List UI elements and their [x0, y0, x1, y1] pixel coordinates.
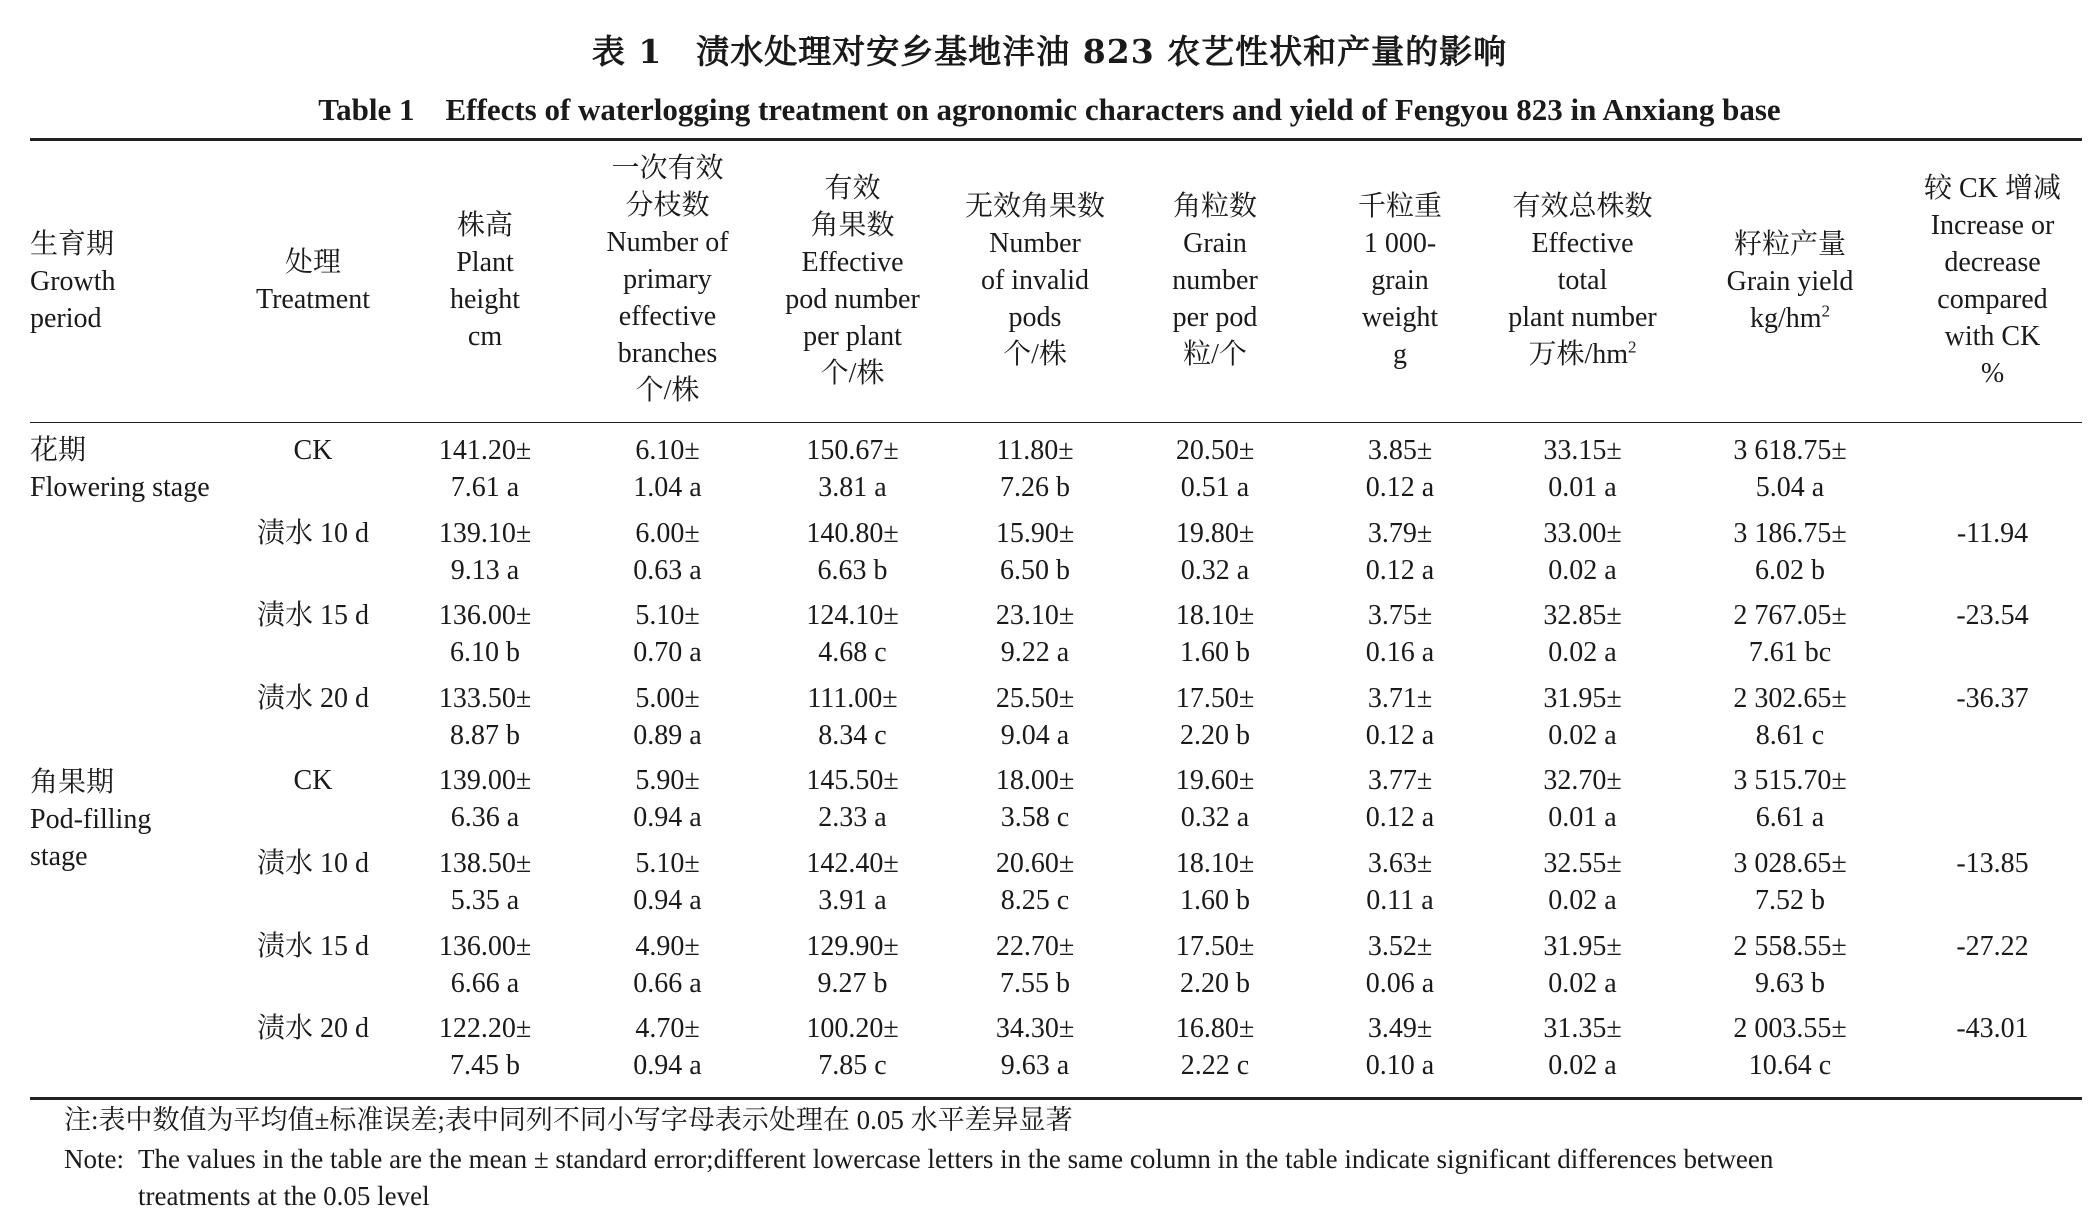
mean-value: 142.40±	[806, 848, 899, 879]
header-text: Grain	[1183, 228, 1247, 259]
value-cell-total-plants	[1480, 762, 1685, 836]
treatment-cell: 渍水 10 d	[256, 518, 369, 549]
error-value: 7.45 b	[450, 1050, 520, 1081]
header-change-vs-ck	[1895, 170, 2090, 392]
value-cell-grain-weight	[1320, 680, 1480, 754]
value-cell-total-plants	[1480, 432, 1685, 506]
value-cell-primary-branches	[580, 845, 755, 919]
value-cell-effective-pods	[765, 845, 940, 919]
header-primary-branches	[580, 150, 755, 409]
value-cell-plant-height	[420, 1010, 550, 1084]
header-unit	[1700, 300, 1880, 337]
header-text: cm	[467, 321, 503, 352]
mean-value: 3.71±	[1367, 683, 1433, 714]
header-text: branches	[617, 338, 718, 369]
mean-value: 5.10±	[635, 600, 700, 631]
error-value: 9.63 a	[1000, 1050, 1070, 1081]
value-cell-invalid-pods	[945, 845, 1125, 919]
mean-value: 31.95±	[1543, 931, 1622, 962]
value-cell-total-plants	[1480, 845, 1685, 919]
mean-value: 16.80±	[1175, 1013, 1255, 1044]
value-cell-grain-number	[1135, 680, 1295, 754]
header-grain-yield	[1700, 226, 1880, 337]
error-value: 0.01 a	[1548, 802, 1617, 833]
header-text: number	[1172, 265, 1258, 296]
stage-label-zh: 花期	[30, 435, 87, 466]
value-cell-invalid-pods	[945, 515, 1125, 589]
error-value: 6.02 b	[1755, 555, 1825, 586]
mean-value: 111.00±	[807, 683, 898, 714]
value-cell-grain-number	[1135, 845, 1295, 919]
note-en-line1: The values in the table are the mean ± standard error;different lowercase letters in the same column in the table indicate significant differences between	[138, 1144, 1774, 1174]
value-cell-plant-height	[420, 515, 550, 589]
header-text: 较 CK 增减	[1924, 173, 2061, 204]
mean-value: 5.00±	[635, 683, 700, 714]
error-value: 0.94 a	[633, 885, 702, 916]
treatment-cell: 渍水 20 d	[256, 1013, 369, 1044]
header-text: effective	[618, 301, 717, 332]
header-text: 一次有效	[611, 153, 724, 184]
mean-value: 3.75±	[1367, 600, 1433, 631]
header-unit-base: kg/hm	[1749, 303, 1822, 334]
mean-value: 100.20±	[806, 1013, 899, 1044]
header-text: pods	[1008, 302, 1062, 333]
note-en-line2: treatments at the 0.05 level	[138, 1181, 430, 1211]
stage-label-en: Pod-filling	[30, 804, 152, 835]
error-value: 7.61 a	[450, 472, 520, 503]
mean-value: 124.10±	[806, 600, 899, 631]
value-cell-plant-height	[420, 762, 550, 836]
value-cell-effective-pods	[765, 597, 940, 671]
stage-flowering	[30, 432, 210, 506]
error-value: 0.70 a	[633, 637, 702, 668]
mean-value: 5.10±	[635, 848, 700, 879]
value-cell-effective-pods	[765, 680, 940, 754]
mean-value: 15.90±	[995, 518, 1075, 549]
error-value: 9.27 b	[817, 968, 888, 999]
mean-value: 140.80±	[806, 518, 899, 549]
error-value: 8.61 c	[1755, 720, 1825, 751]
mean-value: 6.10±	[635, 435, 700, 466]
treatment-cell: CK	[293, 765, 333, 796]
mean-value: 2 767.05±	[1733, 600, 1847, 631]
error-value: 8.25 c	[1000, 885, 1070, 916]
mean-value: 122.20±	[438, 1013, 532, 1044]
error-value: 0.12 a	[1365, 555, 1435, 586]
error-value: 2.33 a	[818, 802, 887, 833]
value-cell-grain-weight	[1320, 515, 1480, 589]
mean-value: 3.79±	[1367, 518, 1433, 549]
top-rule	[30, 138, 2082, 141]
header-text: Number	[989, 228, 1081, 259]
error-value: 8.87 b	[450, 720, 520, 751]
mean-value: 19.80±	[1175, 518, 1255, 549]
treatment-cell: 渍水 20 d	[256, 683, 369, 714]
error-value: 0.01 a	[1548, 472, 1617, 503]
header-text: per plant	[803, 321, 902, 352]
value-cell-invalid-pods	[945, 1010, 1125, 1084]
change-cell: -27.22	[1956, 931, 2029, 962]
error-value: 6.10 b	[450, 637, 520, 668]
value-cell-grain-yield	[1700, 928, 1880, 1002]
value-cell-grain-yield	[1700, 845, 1880, 919]
header-text: 分枝数	[625, 190, 710, 221]
mean-value: 3 028.65±	[1733, 848, 1847, 879]
header-text: g	[1393, 339, 1407, 370]
error-value: 5.04 a	[1755, 472, 1825, 503]
header-text: 无效角果数	[964, 191, 1105, 222]
header-grain-number	[1135, 188, 1295, 373]
header-text: Growth	[30, 266, 116, 297]
value-cell-grain-yield	[1700, 680, 1880, 754]
value-cell-total-plants	[1480, 680, 1685, 754]
error-value: 0.63 a	[633, 555, 702, 586]
header-text: total	[1557, 265, 1608, 296]
mean-value: 5.90±	[635, 765, 700, 796]
mean-value: 2 003.55±	[1733, 1013, 1847, 1044]
change-cell: -43.01	[1956, 1013, 2029, 1044]
change-cell: -36.37	[1956, 683, 2029, 714]
error-value: 0.51 a	[1180, 472, 1250, 503]
header-text: compared	[1937, 284, 2048, 315]
header-unit	[1480, 336, 1685, 373]
value-cell-total-plants	[1480, 515, 1685, 589]
error-value: 0.02 a	[1548, 555, 1617, 586]
header-text: Effective	[1531, 228, 1634, 259]
change-cell: -13.85	[1956, 848, 2029, 879]
mean-value: 32.70±	[1543, 765, 1622, 796]
value-cell-primary-branches	[580, 515, 755, 589]
header-treatment	[228, 244, 398, 318]
value-cell-grain-yield	[1700, 1010, 1880, 1084]
header-text: decrease	[1944, 247, 2041, 278]
header-text: 有效总株数	[1512, 191, 1653, 222]
mean-value: 2 302.65±	[1733, 683, 1847, 714]
header-text: plant number	[1508, 302, 1657, 333]
value-cell-grain-yield	[1700, 762, 1880, 836]
value-cell-primary-branches	[580, 928, 755, 1002]
header-text: 籽粒产量	[1733, 229, 1846, 260]
header-text: Plant	[456, 247, 514, 278]
value-cell-grain-weight	[1320, 928, 1480, 1002]
value-cell-plant-height	[420, 432, 550, 506]
mean-value: 25.50±	[995, 683, 1075, 714]
header-unit-exponent: 2	[1628, 337, 1637, 357]
header-text: Treatment	[255, 284, 371, 315]
bottom-rule	[30, 1097, 2082, 1100]
mean-value: 141.20±	[438, 435, 532, 466]
mean-value: 3.49±	[1367, 1013, 1433, 1044]
value-cell-grain-yield	[1700, 515, 1880, 589]
error-value: 2.20 b	[1180, 720, 1250, 751]
value-cell-effective-pods	[765, 515, 940, 589]
value-cell-invalid-pods	[945, 762, 1125, 836]
mean-value: 6.00±	[635, 518, 700, 549]
mean-value: 11.80±	[996, 435, 1074, 466]
mean-value: 3 515.70±	[1733, 765, 1847, 796]
header-effective-pods	[765, 170, 940, 392]
value-cell-effective-pods	[765, 762, 940, 836]
value-cell-invalid-pods	[945, 597, 1125, 671]
mean-value: 150.67±	[806, 435, 899, 466]
treatment-cell: 渍水 15 d	[256, 931, 369, 962]
header-text: 处理	[284, 247, 341, 278]
error-value: 0.02 a	[1548, 885, 1617, 916]
mean-value: 133.50±	[438, 683, 532, 714]
value-cell-grain-number	[1135, 762, 1295, 836]
value-cell-grain-number	[1135, 1010, 1295, 1084]
header-text: %	[1980, 358, 2005, 389]
mean-value: 3 618.75±	[1733, 435, 1847, 466]
header-text: height	[450, 284, 520, 315]
error-value: 0.89 a	[633, 720, 702, 751]
header-total-plants	[1480, 188, 1685, 373]
header-text: weight	[1361, 302, 1439, 333]
header-unit-exponent: 2	[1821, 301, 1831, 321]
value-cell-grain-weight	[1320, 432, 1480, 506]
value-cell-grain-weight	[1320, 597, 1480, 671]
header-text: pod number	[785, 284, 920, 315]
mean-value: 18.00±	[995, 765, 1075, 796]
mean-value: 4.70±	[635, 1013, 700, 1044]
header-text: primary	[623, 264, 712, 295]
error-value: 10.64 c	[1748, 1050, 1832, 1081]
value-cell-grain-number	[1135, 432, 1295, 506]
error-value: 9.04 a	[1000, 720, 1070, 751]
mean-value: 20.50±	[1175, 435, 1255, 466]
note-en	[64, 1141, 2084, 1215]
value-cell-grain-yield	[1700, 597, 1880, 671]
mean-value: 3 186.75±	[1733, 518, 1847, 549]
error-value: 9.13 a	[450, 555, 520, 586]
mean-value: 18.10±	[1175, 600, 1255, 631]
header-text: of invalid	[980, 265, 1090, 296]
header-text: period	[30, 303, 102, 334]
error-value: 0.94 a	[633, 802, 702, 833]
header-text: 株高	[456, 210, 513, 241]
mean-value: 17.50±	[1175, 683, 1255, 714]
value-cell-primary-branches	[580, 597, 755, 671]
error-value: 2.20 b	[1180, 968, 1250, 999]
value-cell-grain-weight	[1320, 845, 1480, 919]
error-value: 0.12 a	[1365, 472, 1435, 503]
header-text: Number of	[606, 227, 729, 258]
mean-value: 138.50±	[438, 848, 532, 879]
mean-value: 19.60±	[1175, 765, 1255, 796]
mean-value: 22.70±	[995, 931, 1075, 962]
error-value: 0.32 a	[1180, 555, 1250, 586]
table-title-en: Table 1 Effects of waterlogging treatment on agronomic characters and yield of Fengyou 823 in Anxiang base	[318, 92, 1781, 127]
error-value: 6.50 b	[1000, 555, 1070, 586]
mean-value: 18.10±	[1175, 848, 1255, 879]
mean-value: 20.60±	[995, 848, 1075, 879]
error-value: 6.66 a	[450, 968, 520, 999]
value-cell-grain-weight	[1320, 762, 1480, 836]
mean-value: 139.10±	[438, 518, 532, 549]
error-value: 0.11 a	[1366, 885, 1434, 916]
error-value: 0.94 a	[633, 1050, 702, 1081]
error-value: 1.04 a	[633, 472, 702, 503]
mean-value: 32.85±	[1543, 600, 1622, 631]
mean-value: 34.30±	[995, 1013, 1075, 1044]
header-text: Effective	[801, 247, 904, 278]
error-value: 0.32 a	[1180, 802, 1250, 833]
error-value: 3.91 a	[818, 885, 887, 916]
error-value: 7.61 bc	[1748, 637, 1832, 668]
header-growth-period	[30, 226, 116, 337]
header-unit-base: 万株/hm	[1528, 339, 1629, 370]
error-value: 3.81 a	[818, 472, 887, 503]
header-text: 个/株	[635, 375, 700, 406]
stage-label-en: Flowering stage	[30, 472, 210, 503]
error-value: 0.02 a	[1548, 637, 1617, 668]
error-value: 0.06 a	[1365, 968, 1435, 999]
note-en-label: Note:	[64, 1144, 124, 1174]
error-value: 0.02 a	[1548, 1050, 1617, 1081]
mean-value: 3.52±	[1367, 931, 1433, 962]
value-cell-plant-height	[420, 845, 550, 919]
header-grain-weight	[1320, 188, 1480, 373]
treatment-cell: 渍水 10 d	[256, 848, 369, 879]
header-text: 1 000-	[1363, 228, 1437, 259]
header-text: grain	[1371, 265, 1429, 296]
value-cell-effective-pods	[765, 432, 940, 506]
error-value: 7.26 b	[1000, 472, 1070, 503]
value-cell-primary-branches	[580, 680, 755, 754]
mean-value: 3.77±	[1367, 765, 1433, 796]
value-cell-primary-branches	[580, 1010, 755, 1084]
value-cell-grain-number	[1135, 928, 1295, 1002]
error-value: 5.35 a	[450, 885, 520, 916]
header-text: Increase or	[1930, 210, 2055, 241]
error-value: 0.66 a	[633, 968, 702, 999]
value-cell-total-plants	[1480, 1010, 1685, 1084]
value-cell-total-plants	[1480, 928, 1685, 1002]
value-cell-primary-branches	[580, 762, 755, 836]
note-zh: 注:表中数值为平均值±标准误差;表中同列不同小写字母表示处理在 0.05 水平差异显著	[64, 1105, 1073, 1135]
header-text: 角粒数	[1172, 191, 1257, 222]
mean-value: 32.55±	[1543, 848, 1622, 879]
error-value: 3.58 c	[1000, 802, 1070, 833]
header-text: 粒/个	[1183, 339, 1247, 370]
change-cell: -23.54	[1956, 600, 2029, 631]
mean-value: 33.00±	[1543, 518, 1622, 549]
error-value: 2.22 c	[1180, 1050, 1250, 1081]
mean-value: 129.90±	[806, 931, 899, 962]
error-value: 0.10 a	[1365, 1050, 1435, 1081]
mean-value: 31.35±	[1543, 1013, 1622, 1044]
header-text: per pod	[1172, 302, 1258, 333]
error-value: 7.85 c	[818, 1050, 887, 1081]
value-cell-grain-weight	[1320, 1010, 1480, 1084]
header-rule	[30, 422, 2082, 423]
error-value: 0.12 a	[1365, 720, 1435, 751]
value-cell-invalid-pods	[945, 928, 1125, 1002]
error-value: 9.63 b	[1755, 968, 1825, 999]
error-value: 6.63 b	[817, 555, 888, 586]
header-text: 千粒重	[1357, 191, 1442, 222]
mean-value: 139.00±	[438, 765, 532, 796]
value-cell-primary-branches	[580, 432, 755, 506]
value-cell-effective-pods	[765, 928, 940, 1002]
error-value: 0.16 a	[1365, 637, 1435, 668]
error-value: 4.68 c	[818, 637, 887, 668]
header-text: 有效	[824, 173, 881, 204]
value-cell-invalid-pods	[945, 680, 1125, 754]
error-value: 8.34 c	[818, 720, 887, 751]
value-cell-plant-height	[420, 680, 550, 754]
mean-value: 17.50±	[1175, 931, 1255, 962]
error-value: 1.60 b	[1180, 637, 1250, 668]
value-cell-effective-pods	[765, 1010, 940, 1084]
error-value: 6.61 a	[1755, 802, 1825, 833]
stage-label-en: stage	[30, 841, 88, 872]
value-cell-total-plants	[1480, 597, 1685, 671]
value-cell-invalid-pods	[945, 432, 1125, 506]
mean-value: 136.00±	[438, 931, 532, 962]
header-plant-height	[420, 207, 550, 355]
header-text: Grain yield	[1726, 266, 1854, 297]
error-value: 7.55 b	[1000, 968, 1070, 999]
error-value: 0.12 a	[1365, 802, 1435, 833]
mean-value: 2 558.55±	[1733, 931, 1847, 962]
stage-label-zh: 角果期	[30, 767, 115, 798]
error-value: 1.60 b	[1180, 885, 1250, 916]
error-value: 0.02 a	[1548, 720, 1617, 751]
mean-value: 33.15±	[1543, 435, 1622, 466]
value-cell-grain-yield	[1700, 432, 1880, 506]
stage-pod-filling	[30, 764, 151, 875]
header-invalid-pods	[945, 188, 1125, 373]
header-text: 生育期	[30, 229, 115, 260]
error-value: 9.22 a	[1000, 637, 1070, 668]
error-value: 0.02 a	[1548, 968, 1617, 999]
header-text: 个/株	[820, 358, 885, 389]
header-text: 角果数	[810, 210, 895, 241]
treatment-cell: 渍水 15 d	[256, 600, 369, 631]
value-cell-plant-height	[420, 597, 550, 671]
table-title-zh: 表 1 渍水处理对安乡基地沣油 823 农艺性状和产量的影响	[591, 32, 1508, 71]
header-text: 个/株	[1003, 339, 1067, 370]
error-value: 7.52 b	[1755, 885, 1825, 916]
mean-value: 31.95±	[1543, 683, 1622, 714]
header-text: with CK	[1944, 321, 2041, 352]
value-cell-plant-height	[420, 928, 550, 1002]
mean-value: 23.10±	[995, 600, 1075, 631]
mean-value: 3.63±	[1367, 848, 1433, 879]
value-cell-grain-number	[1135, 515, 1295, 589]
mean-value: 4.90±	[635, 931, 700, 962]
value-cell-grain-number	[1135, 597, 1295, 671]
error-value: 6.36 a	[450, 802, 520, 833]
change-cell: -11.94	[1956, 518, 2029, 549]
treatment-cell: CK	[293, 435, 333, 466]
mean-value: 136.00±	[438, 600, 532, 631]
mean-value: 3.85±	[1367, 435, 1433, 466]
mean-value: 145.50±	[806, 765, 899, 796]
